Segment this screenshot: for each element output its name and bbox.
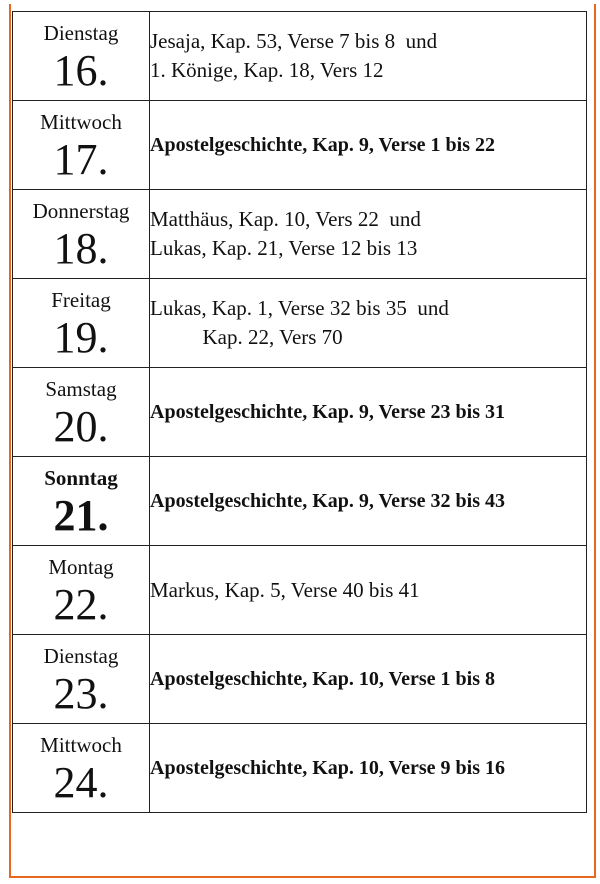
reading-cell [150,724,587,813]
reading-cell [150,279,587,368]
reading-text-line: Apostelgeschichte, Kap. 9, Verse 23 bis 31 [150,400,505,423]
reading-cell [150,635,587,724]
date-cell [13,279,150,368]
day-number: 18. [53,224,109,273]
reading-cell [150,12,587,101]
reading-text-line: Markus, Kap. 5, Verse 40 bis 41 [150,577,420,602]
weekday-label: Dienstag [43,21,119,45]
schedule-row [13,635,587,724]
schedule-rows [13,12,587,813]
weekday-label: Samstag [45,377,117,401]
reading-text-line: Jesaja, Kap. 53, Verse 7 bis 8 und [150,29,438,53]
reading-text-line: 1. Könige, Kap. 18, Vers 12 [150,58,384,82]
weekday-label: Mittwoch [40,110,122,134]
date-cell [13,368,150,457]
weekday-label: Dienstag [43,644,119,668]
schedule-row [13,724,587,813]
day-number: 21. [53,491,109,540]
schedule-row [13,279,587,368]
date-cell [13,635,150,724]
reading-text-line: Apostelgeschichte, Kap. 10, Verse 1 bis 8 [150,667,495,690]
reading-cell [150,101,587,190]
schedule-row [13,12,587,101]
schedule-row [13,101,587,190]
schedule-row [13,190,587,279]
reading-cell [150,368,587,457]
day-number: 23. [53,669,109,718]
reading-text-line: Lukas, Kap. 21, Verse 12 bis 13 [150,236,418,260]
day-number: 20. [53,402,109,451]
reading-text-line: Apostelgeschichte, Kap. 9, Verse 1 bis 22 [150,133,495,156]
weekday-label: Freitag [51,288,111,312]
reading-text-line: Kap. 22, Vers 70 [150,325,343,349]
day-number: 17. [53,135,109,184]
date-cell [13,101,150,190]
reading-text-line: Matthäus, Kap. 10, Vers 22 und [150,207,421,231]
weekday-label: Donnerstag [32,199,130,223]
schedule-row [13,368,587,457]
weekday-label: Sonntag [44,466,118,490]
day-number: 16. [53,46,109,95]
reading-cell [150,546,587,635]
date-cell [13,724,150,813]
reading-schedule-table [12,11,587,813]
date-cell [13,190,150,279]
weekday-label: Montag [48,555,114,579]
date-cell [13,12,150,101]
reading-text-line: Lukas, Kap. 1, Verse 32 bis 35 und [150,296,449,320]
reading-text-line: Apostelgeschichte, Kap. 9, Verse 32 bis 43 [150,489,505,512]
day-number: 22. [53,580,109,629]
reading-cell [150,190,587,279]
day-number: 24. [53,758,109,807]
date-cell [13,546,150,635]
schedule-row [13,457,587,546]
date-cell [13,457,150,546]
day-number: 19. [53,313,109,362]
reading-text-line: Apostelgeschichte, Kap. 10, Verse 9 bis 16 [150,756,505,779]
schedule-row [13,546,587,635]
reading-cell [150,457,587,546]
weekday-label: Mittwoch [40,733,122,757]
